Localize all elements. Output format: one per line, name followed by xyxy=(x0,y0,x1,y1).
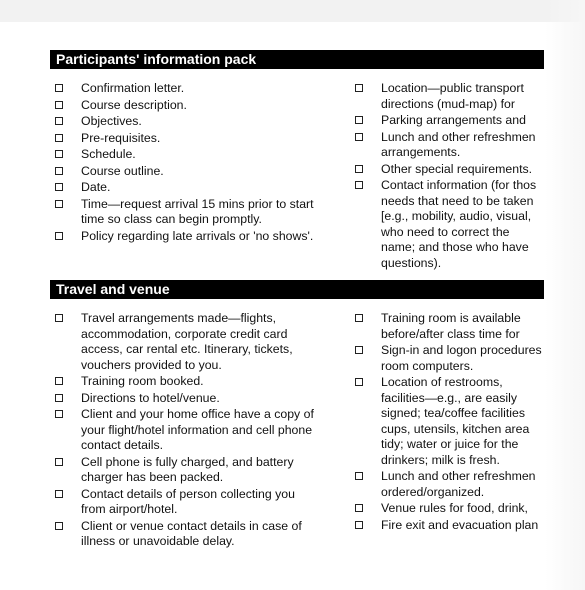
checklist-item: Lunch and other refreshmen arrangements. xyxy=(355,130,545,161)
section-participants-info xyxy=(50,50,544,270)
checklist-item: Client and your home office have a copy of your flight/hotel information and cell phone contact details. xyxy=(55,407,320,454)
checkbox[interactable] xyxy=(55,150,63,158)
checkbox[interactable] xyxy=(55,117,63,125)
checklist-item: Training room booked. xyxy=(55,374,320,390)
checklist-item: Travel arrangements made—flights, accommodation, corporate credit card access, car rental etc. Itinerary, tickets, vouchers provided to you. xyxy=(55,311,320,373)
checkbox[interactable] xyxy=(55,167,63,175)
checkbox[interactable] xyxy=(55,377,63,385)
checklist-item: Cell phone is fully charged, and battery charger has been packed. xyxy=(55,455,320,486)
checkbox[interactable] xyxy=(55,522,63,530)
page-edge-shadow xyxy=(545,0,585,590)
page-top-margin xyxy=(0,0,585,22)
checkbox[interactable] xyxy=(355,314,363,322)
checklist-item: Objectives. xyxy=(55,114,320,130)
checkbox[interactable] xyxy=(355,521,363,529)
checkbox[interactable] xyxy=(355,378,363,386)
checkbox[interactable] xyxy=(55,134,63,142)
checkbox[interactable] xyxy=(355,181,363,189)
checklist-item: Date. xyxy=(55,180,320,196)
checklist-item: Venue rules for food, drink, xyxy=(355,501,545,517)
section-header: Participants' information pack xyxy=(50,50,544,69)
checklist-item: Other special requirements. xyxy=(355,162,545,178)
checklist-item: Schedule. xyxy=(55,147,320,163)
checklist-item: Client or venue contact details in case of illness or unavoidable delay. xyxy=(55,519,320,550)
checklist-item: Pre-requisites. xyxy=(55,131,320,147)
checklist-left-column xyxy=(55,81,320,245)
checkbox[interactable] xyxy=(355,472,363,480)
checkbox[interactable] xyxy=(55,84,63,92)
checklist-right-column xyxy=(355,311,545,534)
section-header: Travel and venue xyxy=(50,280,544,299)
checklist-item: Time—request arrival 15 mins prior to start time so class can begin promptly. xyxy=(55,197,320,228)
checklist-item: Course outline. xyxy=(55,164,320,180)
checkbox[interactable] xyxy=(55,458,63,466)
section-travel-venue xyxy=(50,280,544,548)
checklist-item: Contact details of person collecting you from airport/hotel. xyxy=(55,487,320,518)
checkbox[interactable] xyxy=(55,183,63,191)
checkbox[interactable] xyxy=(355,346,363,354)
checklist-item: Location—public transport directions (mud-map) for xyxy=(355,81,545,112)
checklist-item: Training room is available before/after class time for xyxy=(355,311,545,342)
checklist-item: Fire exit and evacuation plan xyxy=(355,518,545,534)
checklist-item: Contact information (for thos needs that need to be taken [e.g., mobility, audio, visual, who need to correct the name; and those who have questions). xyxy=(355,178,545,271)
checkbox[interactable] xyxy=(55,101,63,109)
checkbox[interactable] xyxy=(355,504,363,512)
checkbox[interactable] xyxy=(55,232,63,240)
checkbox[interactable] xyxy=(355,116,363,124)
checklist-right-column xyxy=(355,81,545,272)
checkbox[interactable] xyxy=(55,314,63,322)
checkbox[interactable] xyxy=(355,133,363,141)
checklist-item: Parking arrangements and xyxy=(355,113,545,129)
checkbox[interactable] xyxy=(355,84,363,92)
checklist-item: Directions to hotel/venue. xyxy=(55,391,320,407)
checklist-item: Sign-in and logon procedures room computers. xyxy=(355,343,545,374)
checklist-item: Location of restrooms, facilities—e.g., are easily signed; tea/coffee facilities cups, utensils, kitchen area tidy; water or juice for the drinkers; milk is fresh. xyxy=(355,375,545,468)
checkbox[interactable] xyxy=(355,165,363,173)
checklist-item: Lunch and other refreshmen ordered/organized. xyxy=(355,469,545,500)
checklist-item: Confirmation letter. xyxy=(55,81,320,97)
checklist-item: Policy regarding late arrivals or 'no shows'. xyxy=(55,229,320,245)
checkbox[interactable] xyxy=(55,490,63,498)
checkbox[interactable] xyxy=(55,410,63,418)
checklist-item: Course description. xyxy=(55,98,320,114)
checkbox[interactable] xyxy=(55,200,63,208)
checklist-left-column xyxy=(55,311,320,551)
checkbox[interactable] xyxy=(55,394,63,402)
